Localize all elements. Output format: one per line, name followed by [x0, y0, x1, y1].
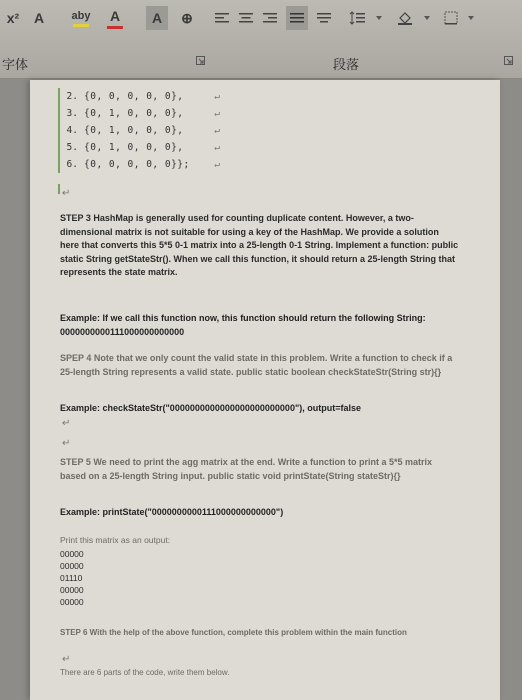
align-left-icon: [215, 12, 229, 24]
line-number: 3.: [66, 108, 78, 119]
code-line: [60, 88, 220, 105]
chevron-down-icon: [376, 16, 382, 20]
superscript-button[interactable]: x²: [6, 10, 20, 26]
paragraph-mark-icon: ↵: [62, 188, 71, 199]
matrix-row: 00000: [60, 549, 84, 559]
parts-note: There are 6 parts of the code, write them below.: [60, 668, 230, 677]
code-snippet: [58, 88, 220, 173]
step6-paragraph: STEP 6 With the help of the above function, complete this problem within the main function: [60, 628, 407, 637]
paint-bucket-icon: [397, 11, 413, 25]
distributed-icon: [317, 12, 331, 24]
example1-label: Example: If we call this function now, this function should return the following String:: [60, 313, 426, 323]
matrix-row: 01110: [60, 573, 83, 583]
align-center-icon: [239, 12, 253, 24]
paragraph-dialog-launcher[interactable]: [504, 56, 513, 68]
code-line: [60, 105, 220, 122]
code-line: [60, 139, 220, 156]
print-label: Print this matrix as an output:: [60, 535, 171, 545]
text-effect-button[interactable]: [28, 6, 50, 30]
ribbon-toolbar: [0, 0, 522, 79]
paragraph-mark-icon: ↵: [214, 91, 220, 102]
char-shading-icon: A: [151, 10, 163, 26]
text-cursor: [58, 184, 60, 194]
paragraph-mark-icon: ↵: [214, 125, 220, 136]
code-text: {0, 1, 0, 0, 0},: [84, 125, 184, 136]
example2-text: Example: checkStateStr("0000000000000000000000000"), output=false: [60, 403, 361, 413]
enclose-char-icon: ⊕: [181, 9, 193, 26]
code-line: [60, 122, 220, 139]
distributed-button[interactable]: [314, 6, 334, 30]
paragraph-mark-icon: ↵: [62, 438, 71, 449]
line-number: 4.: [66, 125, 78, 136]
shading-dropdown[interactable]: [422, 6, 432, 30]
char-shading-button[interactable]: [146, 6, 168, 30]
font-group-label: 字体: [2, 58, 29, 73]
code-text: {0, 0, 0, 0, 0}};: [84, 159, 190, 170]
paragraph-mark-icon: ↵: [62, 654, 71, 665]
font-dialog-launcher[interactable]: [196, 56, 205, 68]
borders-dropdown[interactable]: [466, 6, 476, 30]
step4-paragraph: SPEP 4 Note that we only count the valid state in this problem. Write a function to check if a 25-length String represents a valid state. public static boolean checkStateStr(String str){}: [60, 353, 453, 377]
highlight-button[interactable]: [68, 6, 94, 30]
highlight-swatch: [73, 24, 89, 27]
align-left-button[interactable]: [212, 6, 232, 30]
matrix-row: 00000: [60, 597, 84, 607]
justify-button[interactable]: [286, 6, 308, 30]
chevron-down-icon: [468, 16, 474, 20]
matrix-row: 00000: [60, 561, 84, 571]
paragraph-group-label: 段落: [333, 58, 360, 73]
step5-paragraph: STEP 5 We need to print the agg matrix at the end. Write a function to print a 5*5 matrix based on a 25-length String input. public static void printState(String stateStr){}: [60, 457, 433, 481]
dialog-launcher-icon: [196, 56, 205, 65]
document-page[interactable]: [30, 80, 500, 700]
shading-button[interactable]: [394, 6, 416, 30]
font-color-button[interactable]: [104, 6, 126, 30]
highlight-icon: aby: [71, 9, 91, 22]
line-spacing-dropdown[interactable]: [374, 6, 384, 30]
example1-value: 0000000000111000000000000: [60, 327, 185, 337]
line-number: 5.: [66, 142, 78, 153]
borders-button[interactable]: [440, 6, 462, 30]
justify-icon: [290, 12, 304, 24]
step3-paragraph: STEP 3 HashMap is generally used for counting duplicate content. However, a two-dimensional matrix is not suitable for using a key of the HashMap. We provide a solution here that converts this 5*5 0-1 matrix into a 25-length 0-1 String. Implement a function: public static String getStateStr(). When we call this function, it should return a 25-length String that represents the state matrix.: [60, 213, 459, 277]
dialog-launcher-icon: [504, 56, 513, 65]
line-number: 6.: [66, 159, 78, 170]
matrix-output: [60, 548, 460, 608]
line-number: 2.: [66, 91, 78, 102]
code-text: {0, 0, 0, 0, 0},: [84, 91, 184, 102]
code-text: {0, 1, 0, 0, 0},: [84, 142, 184, 153]
code-line: [60, 156, 220, 173]
example3-text: Example: printState("0000000000111000000000000"): [60, 507, 284, 517]
paragraph-mark-icon: ↵: [62, 418, 71, 429]
line-spacing-icon: [349, 11, 365, 25]
text-effect-icon: A: [33, 10, 45, 26]
enclose-char-button[interactable]: [176, 6, 198, 30]
line-spacing-button[interactable]: [346, 6, 368, 30]
paragraph-mark-icon: ↵: [214, 159, 220, 170]
borders-icon: [444, 11, 458, 25]
font-color-icon: A: [109, 7, 121, 24]
chevron-down-icon: [424, 16, 430, 20]
align-right-icon: [263, 12, 277, 24]
code-text: {0, 1, 0, 0, 0},: [84, 108, 184, 119]
align-center-button[interactable]: [236, 6, 256, 30]
align-right-button[interactable]: [260, 6, 280, 30]
font-color-swatch: [107, 26, 123, 29]
matrix-row: 00000: [60, 585, 84, 595]
paragraph-mark-icon: ↵: [214, 142, 220, 153]
paragraph-mark-icon: ↵: [214, 108, 220, 119]
